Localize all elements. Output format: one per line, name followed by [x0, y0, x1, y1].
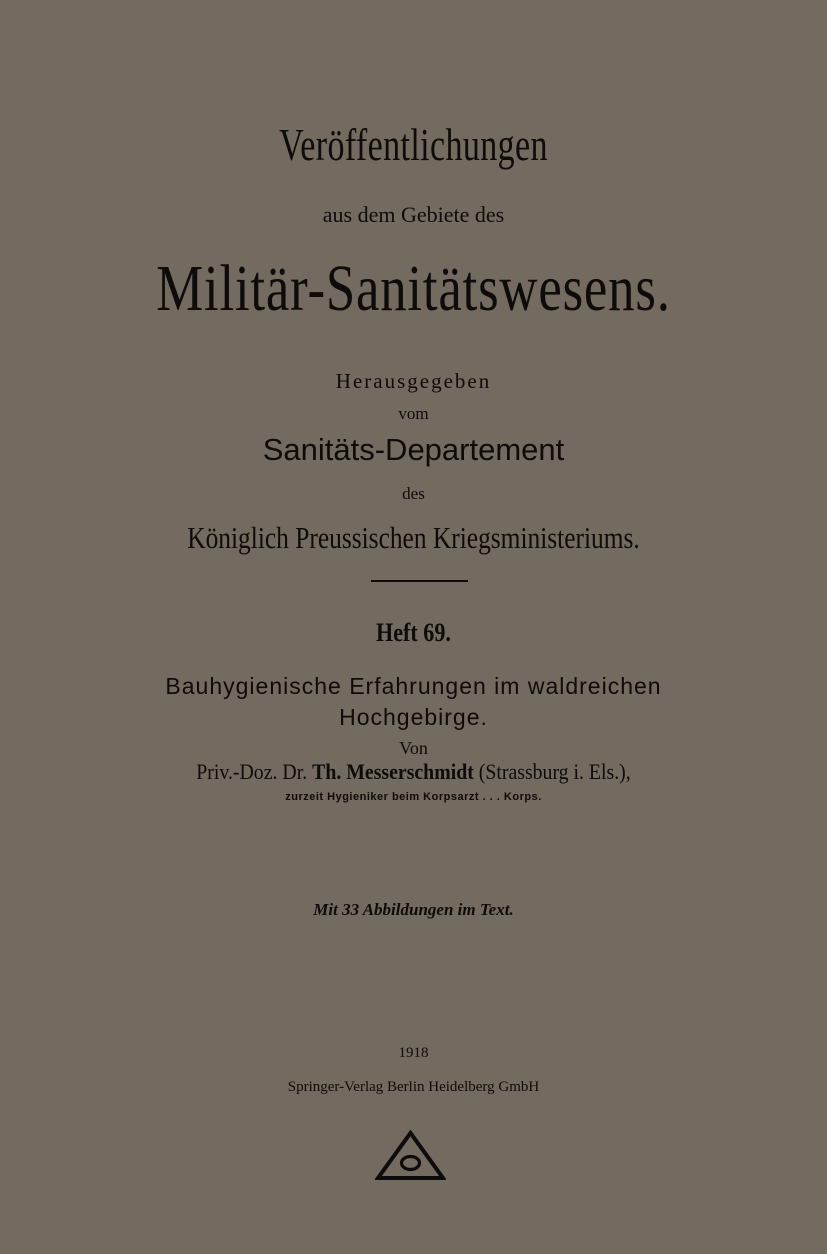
author-note: zurzeit Hygieniker beim Korpsarzt . . . Korps.: [285, 791, 542, 803]
series-subtitle: aus dem Gebiete des: [322, 202, 505, 227]
series-title: Veröffentlichungen: [279, 119, 548, 170]
series-main-title: Militär-Sanitätswesens.: [156, 252, 671, 325]
editor-label: Herausgegeben: [335, 369, 492, 393]
illustrations-note: Mit 33 Abbildungen im Text.: [313, 900, 514, 919]
editor-vom: vom: [398, 404, 429, 423]
publisher-name: Springer-Verlag Berlin Heidelberg GmbH: [287, 1079, 540, 1095]
department-name: Sanitäts-Departement: [262, 432, 565, 467]
author-name: Th. Messerschmidt: [312, 759, 474, 784]
department-des: des: [402, 484, 425, 503]
work-title-line-1: Bauhygienische Erfahrungen im waldreichen: [165, 673, 662, 699]
by-label: Von: [399, 738, 428, 758]
author-line: [41, 761, 785, 783]
divider-rule: [371, 580, 468, 582]
work-title-line-2: Hochgebirge.: [339, 704, 488, 730]
issue-number: Heft 69.: [376, 618, 451, 647]
publication-year: 1918: [398, 1045, 429, 1061]
ministry-name: Königlich Preussischen Kriegsministeriums.: [187, 520, 640, 555]
springer-triangle-logo-icon: [375, 1130, 446, 1181]
author-affiliation: (Strassburg i. Els.),: [473, 759, 631, 784]
author-prefix: Priv.-Doz. Dr.: [196, 759, 313, 784]
